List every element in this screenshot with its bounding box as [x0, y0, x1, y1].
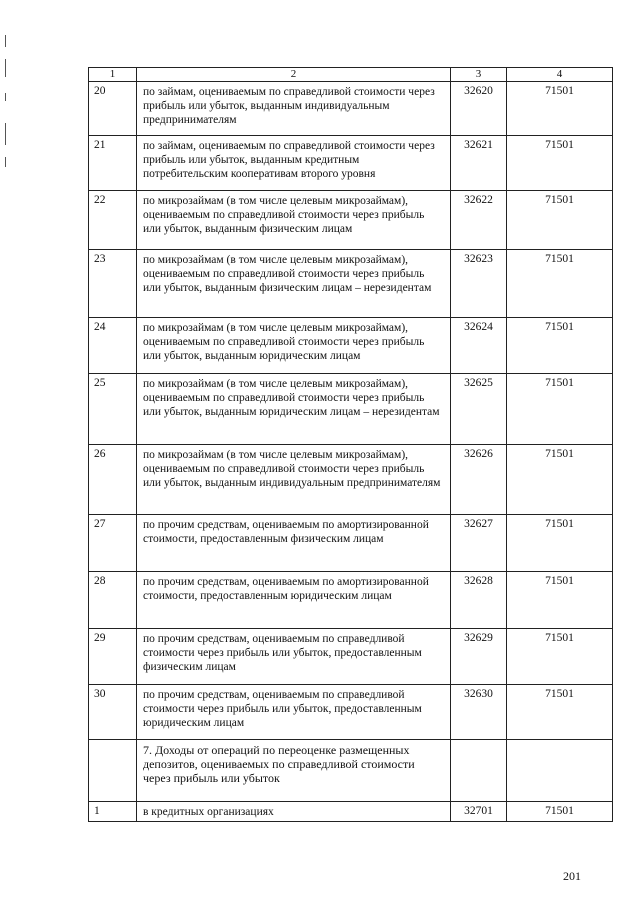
row-account-code: 32626: [451, 445, 507, 515]
row-description: в кредитных организациях: [137, 802, 451, 822]
accounts-table: [88, 67, 613, 822]
row-account-code: 32701: [451, 802, 507, 822]
row-symbol-code: 71501: [507, 572, 613, 629]
header-col-3: 3: [451, 68, 507, 82]
table-row: [89, 374, 613, 445]
row-number: 25: [89, 374, 137, 445]
row-symbol-code: 71501: [507, 318, 613, 374]
table-row: [89, 82, 613, 136]
table-row: [89, 445, 613, 515]
table-row: [89, 802, 613, 822]
row-symbol-code: 71501: [507, 82, 613, 136]
row-description: по займам, оцениваемым по справедливой стоимости через прибыль или убыток, выданным индивидуальным предпринимателям: [137, 82, 451, 136]
table-row: [89, 629, 613, 685]
table-header-row: [89, 68, 613, 82]
header-col-4: 4: [507, 68, 613, 82]
row-description: по прочим средствам, оцениваемым по справедливой стоимости через прибыль или убыток, предоставленным физическим лицам: [137, 629, 451, 685]
row-account-code: 32625: [451, 374, 507, 445]
table-row: [89, 250, 613, 318]
row-account-code: 32630: [451, 685, 507, 740]
row-number: 21: [89, 136, 137, 191]
row-symbol-code: 71501: [507, 802, 613, 822]
row-number: 20: [89, 82, 137, 136]
row-description: по прочим средствам, оцениваемым по амортизированной стоимости, предоставленным юридическим лицам: [137, 572, 451, 629]
row-number: 29: [89, 629, 137, 685]
row-number: 23: [89, 250, 137, 318]
page-number: 201: [563, 869, 581, 883]
row-description: по микрозаймам (в том числе целевым микрозаймам), оцениваемым по справедливой стоимости через прибыль или убыток, выданным юридическим лицам – нерезидентам: [137, 374, 451, 445]
row-symbol-code: 71501: [507, 629, 613, 685]
header-col-2: 2: [137, 68, 451, 82]
table-row: [89, 515, 613, 572]
row-symbol-code: 71501: [507, 515, 613, 572]
row-symbol-code: 71501: [507, 136, 613, 191]
row-symbol-code: 71501: [507, 445, 613, 515]
row-description: по прочим средствам, оцениваемым по справедливой стоимости через прибыль или убыток, предоставленным юридическим лицам: [137, 685, 451, 740]
row-symbol-code: 71501: [507, 374, 613, 445]
row-number: 27: [89, 515, 137, 572]
scan-margin-marks: [5, 35, 8, 175]
row-symbol-code: 71501: [507, 191, 613, 250]
table-row: [89, 136, 613, 191]
row-symbol-code: 71501: [507, 685, 613, 740]
table-row: [89, 572, 613, 629]
row-account-code: 32628: [451, 572, 507, 629]
row-account-code: 32623: [451, 250, 507, 318]
row-account-code: [451, 740, 507, 802]
row-description: по микрозаймам (в том числе целевым микрозаймам), оцениваемым по справедливой стоимости через прибыль или убыток, выданным индивидуальным предпринимателям: [137, 445, 451, 515]
row-account-code: 32621: [451, 136, 507, 191]
row-number: [89, 740, 137, 802]
row-account-code: 32629: [451, 629, 507, 685]
row-number: 24: [89, 318, 137, 374]
row-number: 22: [89, 191, 137, 250]
row-description: по прочим средствам, оцениваемым по амортизированной стоимости, предоставленным физическим лицам: [137, 515, 451, 572]
table-row: [89, 191, 613, 250]
row-symbol-code: 71501: [507, 250, 613, 318]
row-number: 26: [89, 445, 137, 515]
section-heading: 7. Доходы от операций по переоценке размещенных депозитов, оцениваемых по справедливой стоимости через прибыль или убыток: [137, 740, 451, 802]
row-account-code: 32624: [451, 318, 507, 374]
row-number: 1: [89, 802, 137, 822]
table-row: [89, 685, 613, 740]
row-description: по микрозаймам (в том числе целевым микрозаймам), оцениваемым по справедливой стоимости через прибыль или убыток, выданным юридическим лицам: [137, 318, 451, 374]
row-description: по займам, оцениваемым по справедливой стоимости через прибыль или убыток, выданным кредитным потребительским кооперативам второго уровня: [137, 136, 451, 191]
row-number: 30: [89, 685, 137, 740]
table-section-row: [89, 740, 613, 802]
row-account-code: 32627: [451, 515, 507, 572]
row-description: по микрозаймам (в том числе целевым микрозаймам), оцениваемым по справедливой стоимости через прибыль или убыток, выданным физическим лицам – нерезидентам: [137, 250, 451, 318]
row-description: по микрозаймам (в том числе целевым микрозаймам), оцениваемым по справедливой стоимости через прибыль или убыток, выданным физическим лицам: [137, 191, 451, 250]
row-symbol-code: [507, 740, 613, 802]
table-row: [89, 318, 613, 374]
row-account-code: 32622: [451, 191, 507, 250]
header-col-1: 1: [89, 68, 137, 82]
row-number: 28: [89, 572, 137, 629]
row-account-code: 32620: [451, 82, 507, 136]
